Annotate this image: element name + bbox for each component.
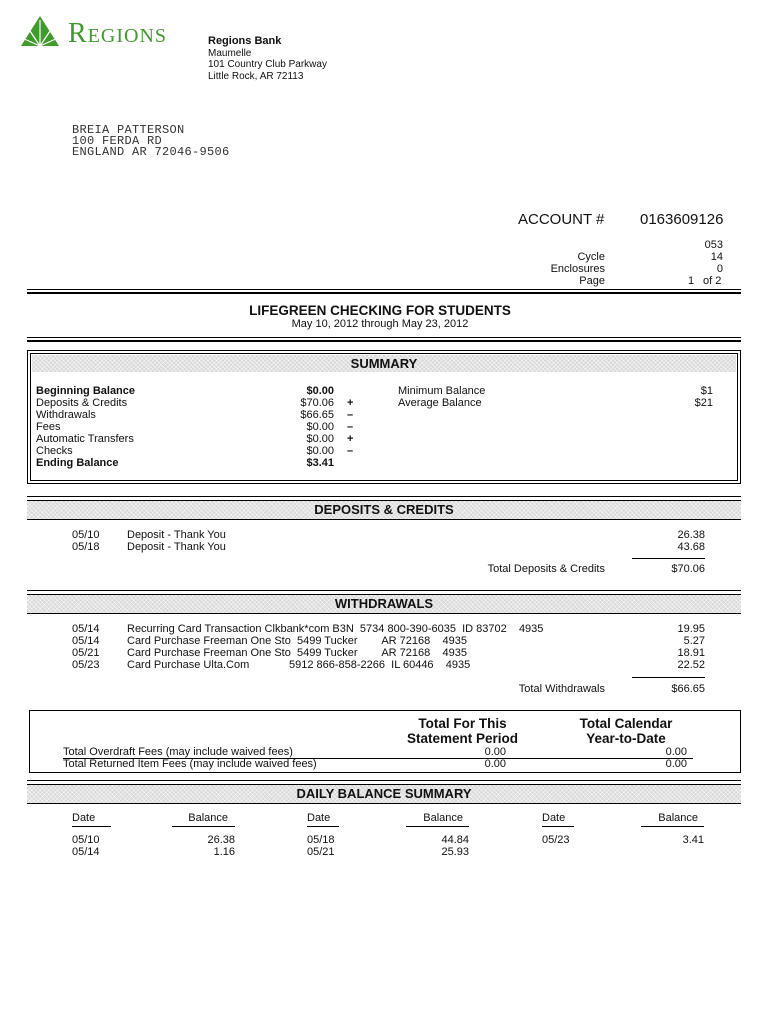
daily-col3-balance-underline: [641, 826, 704, 827]
checks-value: $0.00: [306, 445, 334, 457]
withdrawal-row-1-amount: 19.95: [677, 623, 705, 635]
withdrawals-top-rule: [27, 590, 741, 591]
withdrawal-row-3-date: 05/21: [72, 647, 100, 659]
customer-address: [72, 125, 230, 158]
daily-entry-date: 05/21: [307, 846, 335, 858]
fees-period-header-line1: Total For This: [418, 716, 507, 731]
deposit-row-1-desc: Deposit - Thank You: [127, 529, 226, 541]
daily-col1-date-underline: [72, 826, 111, 827]
regions-wordmark: Regions: [68, 18, 168, 49]
overdraft-fees-label: Total Overdraft Fees (may include waived fees): [63, 746, 293, 758]
beginning-balance-label: Beginning Balance: [36, 385, 136, 397]
page-number: 1: [688, 275, 695, 287]
withdrawal-row-4-date: 05/23: [72, 659, 100, 671]
fees-value: $0.00: [306, 421, 334, 433]
cycle-value: 14: [710, 251, 723, 263]
daily-col3-date-underline: [542, 826, 574, 827]
returned-item-fees-ytd: 0.00: [665, 758, 687, 770]
daily-entry-balance: 44.84: [441, 834, 469, 846]
enclosures-label: Enclosures: [550, 263, 605, 275]
daily-entry-date: 05/14: [72, 846, 100, 858]
withdrawals-title: WITHDRAWALS: [334, 596, 434, 611]
automatic-transfers-value: $0.00: [306, 433, 334, 445]
account-number: 0163609126: [640, 211, 724, 228]
overdraft-fees-ytd: 0.00: [665, 746, 687, 758]
daily-top-rule: [27, 780, 741, 781]
deposit-row-2-amount: 43.68: [677, 541, 705, 553]
fees-ytd-header-line1: Total Calendar: [579, 716, 673, 731]
daily-col1-balance-underline: [172, 826, 235, 827]
page-label: Page: [579, 275, 605, 287]
beginning-balance-value: $0.00: [306, 385, 334, 397]
daily-title: DAILY BALANCE SUMMARY: [296, 786, 472, 801]
daily-col2-balance-underline: [406, 826, 469, 827]
withdrawal-row-4-desc: Card Purchase Ulta.Com 5912 866-858-2266 IL 60446 4935: [127, 659, 471, 671]
returned-item-fees-period: 0.00: [484, 758, 506, 770]
daily-entry-date: 05/10: [72, 834, 100, 846]
daily-col3-balance-header: Balance: [658, 812, 698, 824]
withdrawals-label: Withdrawals: [36, 409, 96, 421]
automatic-transfers-sign: +: [347, 433, 354, 445]
withdrawal-row-3-desc: Card Purchase Freeman One Sto 5499 Tucker AR 72168 4935: [127, 647, 467, 659]
deposit-row-1-date: 05/10: [72, 529, 100, 541]
deposits-total-value: $70.06: [671, 563, 705, 575]
deposits-header: [27, 500, 741, 520]
withdrawal-row-1-date: 05/14: [72, 623, 100, 635]
customer-city: ENGLAND AR 72046-9506: [72, 145, 230, 159]
deposits-total-rule: [632, 558, 705, 559]
daily-entry-balance: 25.93: [441, 846, 469, 858]
customer-street: 100 FERDA RD: [72, 134, 163, 148]
deposits-credits-label: Deposits & Credits: [36, 397, 128, 409]
account-label: ACCOUNT #: [518, 211, 605, 228]
checks-sign: –: [347, 445, 354, 457]
withdrawal-row-4-amount: 22.52: [677, 659, 705, 671]
fees-period-header-line2: Statement Period: [406, 731, 519, 746]
bank-address-line1: 101 Country Club Parkway: [208, 59, 327, 70]
bank-name: Regions Bank: [208, 35, 282, 47]
regions-tree-icon: [18, 14, 62, 48]
page-total: of 2: [703, 275, 722, 287]
daily-entry-balance: 1.16: [213, 846, 235, 858]
fees-ytd-header-line2: Year-to-Date: [586, 731, 666, 746]
bank-branch: Maumelle: [208, 47, 252, 59]
deposits-credits-sign: +: [347, 397, 354, 409]
daily-col1-date-header: Date: [72, 812, 96, 824]
minimum-balance-value: $1: [700, 385, 713, 397]
withdrawal-row-2-desc: Card Purchase Freeman One Sto 5499 Tucker AR 72168 4935: [127, 635, 467, 647]
withdrawals-total-rule: [632, 677, 705, 678]
deposits-total-label: Total Deposits & Credits: [487, 563, 605, 575]
daily-col2-date-header: Date: [307, 812, 331, 824]
fees-label: Fees: [36, 421, 61, 433]
checks-label: Checks: [36, 445, 73, 457]
daily-col3-date-header: Date: [542, 812, 566, 824]
ending-balance-value: $3.41: [306, 457, 334, 469]
withdrawals-total-value: $66.65: [671, 683, 705, 695]
ending-balance-label: Ending Balance: [36, 457, 119, 469]
returned-item-fees-label: Total Returned Item Fees (may include waived fees): [63, 758, 317, 770]
deposits-top-rule: [27, 496, 741, 497]
fees-sign: –: [347, 421, 354, 433]
deposit-row-1-amount: 26.38: [677, 529, 705, 541]
fees-ytd-header: [560, 716, 692, 746]
withdrawal-row-2-amount: 5.27: [683, 635, 705, 647]
daily-col2-date-underline: [307, 826, 339, 827]
daily-col2-balance-header: Balance: [423, 812, 463, 824]
withdrawal-row-2-date: 05/14: [72, 635, 100, 647]
withdrawals-sign: –: [347, 409, 354, 421]
header-divider: [27, 289, 741, 290]
withdrawals-value: $66.65: [300, 409, 334, 421]
header-divider-thick: [27, 292, 741, 294]
daily-entry-date: 05/23: [542, 834, 570, 846]
bank-address-block: [208, 36, 327, 82]
fees-period-header: [395, 716, 530, 746]
cycle-label: Cycle: [577, 251, 605, 263]
daily-col1-balance-header: Balance: [188, 812, 228, 824]
summary-header: [32, 355, 736, 372]
daily-entry-balance: 3.41: [682, 834, 704, 846]
withdrawal-row-1-desc: Recurring Card Transaction Clkbank*com B3N 5734 800-390-6035 ID 83702 4935: [127, 623, 544, 635]
withdrawals-total-label: Total Withdrawals: [518, 683, 605, 695]
statement-title: LIFEGREEN CHECKING FOR STUDENTS: [249, 303, 511, 318]
summary-box: [27, 350, 741, 484]
title-divider-thick: [27, 340, 741, 342]
average-balance-label: Average Balance: [398, 397, 482, 409]
statement-period: May 10, 2012 through May 23, 2012: [291, 318, 469, 330]
daily-entry-date: 05/18: [307, 834, 335, 846]
deposits-credits-value: $70.06: [300, 397, 334, 409]
title-divider: [27, 337, 741, 338]
withdrawal-row-3-amount: 18.91: [677, 647, 705, 659]
enclosures-value: 0: [716, 263, 723, 275]
withdrawals-header: [27, 594, 741, 614]
automatic-transfers-label: Automatic Transfers: [36, 433, 134, 445]
average-balance-value: $21: [694, 397, 713, 409]
daily-entry-balance: 26.38: [207, 834, 235, 846]
summary-title: SUMMARY: [350, 356, 418, 371]
account-code: 053: [704, 239, 723, 251]
bank-address-line2: Little Rock, AR 72113: [208, 70, 304, 82]
deposit-row-2-desc: Deposit - Thank You: [127, 541, 226, 553]
bank-logo: [18, 14, 198, 50]
minimum-balance-label: Minimum Balance: [398, 385, 486, 397]
deposits-title: DEPOSITS & CREDITS: [314, 502, 454, 517]
overdraft-fees-period: 0.00: [484, 746, 506, 758]
daily-header: [27, 784, 741, 804]
customer-name: BREIA PATTERSON: [72, 123, 185, 137]
deposit-row-2-date: 05/18: [72, 541, 100, 553]
